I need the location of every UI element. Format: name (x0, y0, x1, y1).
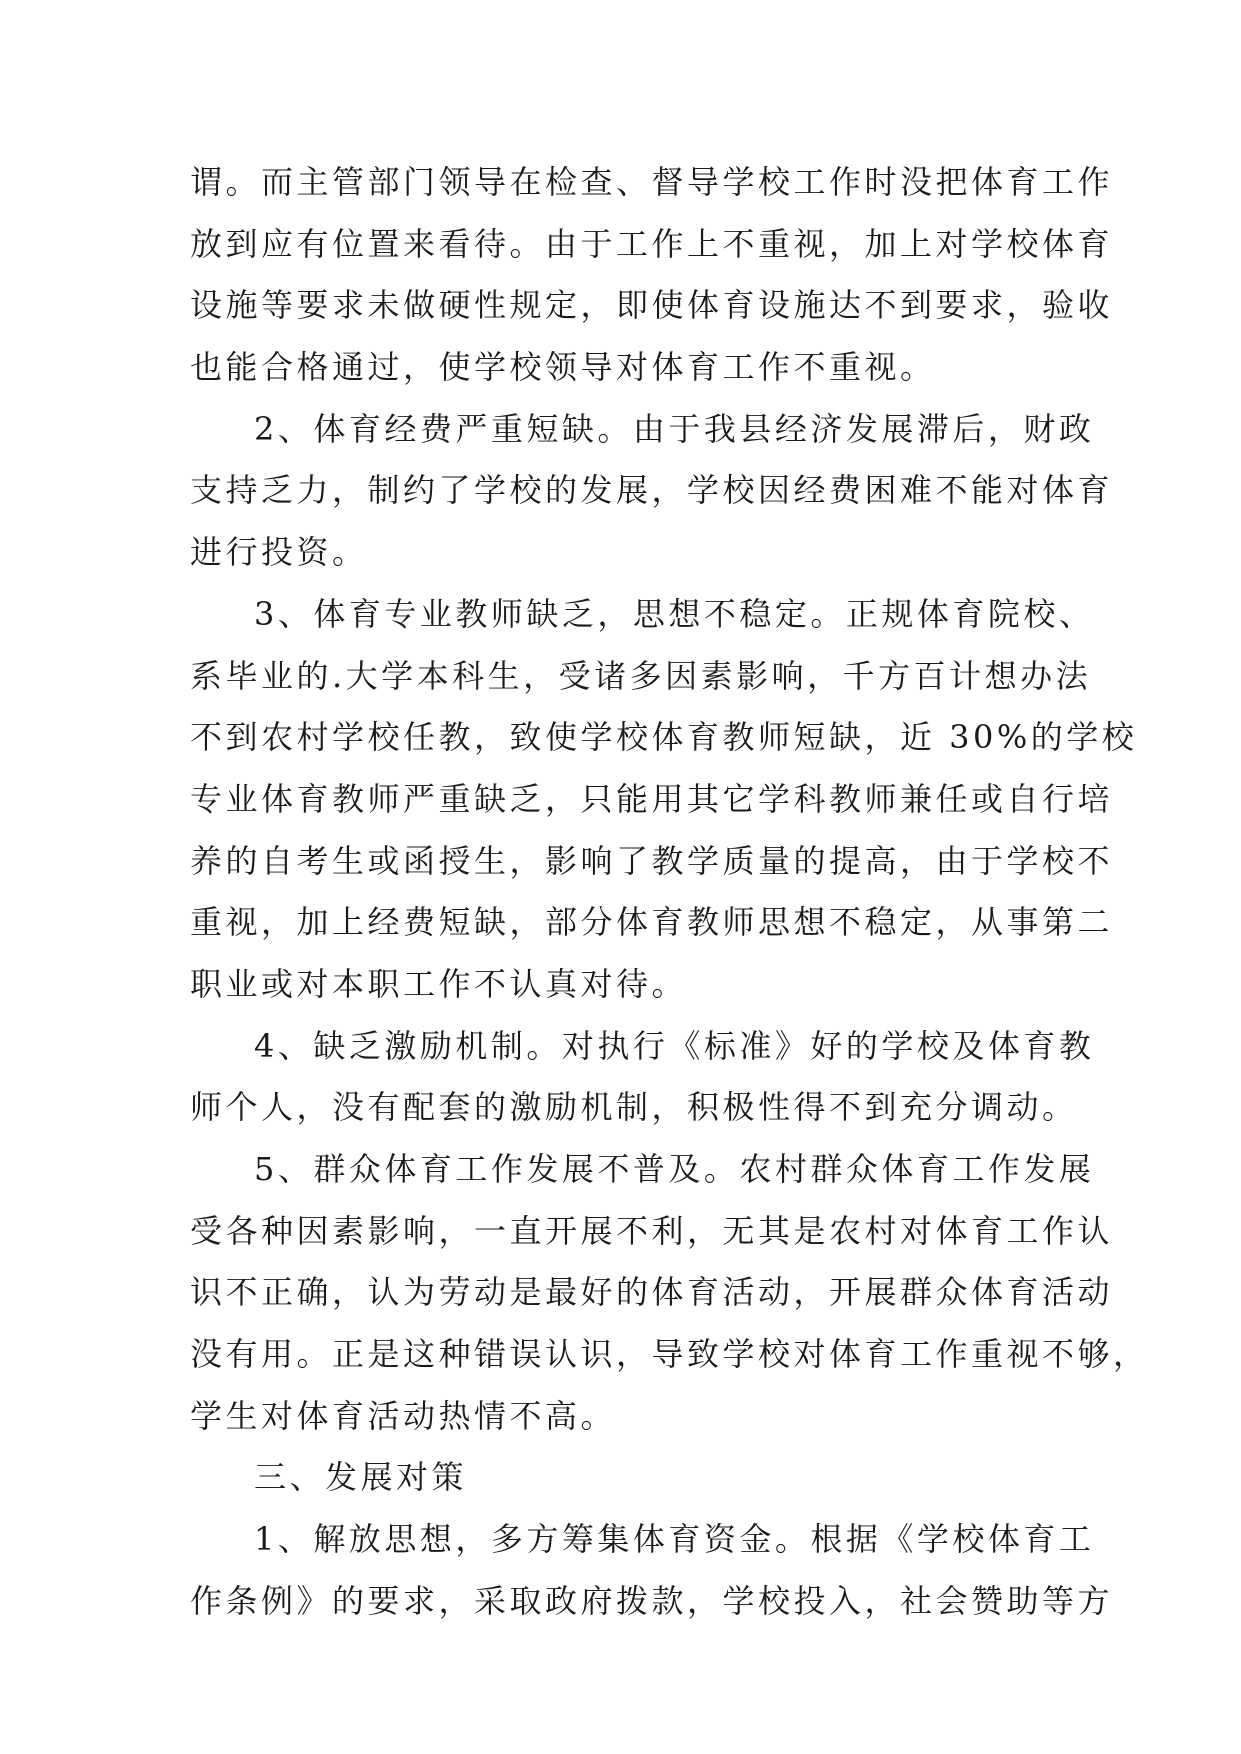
text-line: 师个人，没有配套的激励机制，积极性得不到充分调动。 (190, 1088, 1078, 1127)
text-line: 识不正确，认为劳动是最好的体育活动，开展群众体育活动 (190, 1273, 1114, 1312)
text-line: 放到应有位置来看待。由于工作上不重视，加上对学校体育 (190, 224, 1114, 263)
text-line: 学生对体育活动热情不高。 (190, 1396, 617, 1435)
text-line: 支持乏力，制约了学校的发展，学校因经费困难不能对体育 (190, 471, 1114, 510)
paragraph-start-line: 1、解放思想，多方筹集体育资金。根据《学校体育工 (254, 1520, 1095, 1559)
text-line: 谓。而主管部门领导在检查、督导学校工作时没把体育工作 (190, 163, 1114, 201)
paragraph-start-line: 4、缺乏激励机制。对执行《标准》好的学校及体育教 (254, 1026, 1095, 1065)
text-line: 不到农村学校任教，致使学校体育教师短缺，近 30%的学校 (190, 718, 1138, 757)
text-line: 专业体育教师严重缺乏，只能用其它学科教师兼任或自行培 (190, 779, 1114, 818)
document-body (190, 152, 1149, 1633)
paragraph-start-line: 2、体育经费严重短缺。由于我县经济发展滞后，财政 (254, 409, 1095, 448)
paragraph-start-line: 5、群众体育工作发展不普及。农村群众体育工作发展 (254, 1150, 1095, 1188)
paragraph-start-line: 3、体育专业教师缺乏，思想不稳定。正规体育院校、 (254, 594, 1095, 633)
text-line: 受各种因素影响，一直开展不利，无其是农村对体育工作认 (190, 1211, 1114, 1250)
text-line: 养的自考生或函授生，影响了教学质量的提高，由于学校不 (190, 841, 1114, 880)
text-line: 进行投资。 (190, 533, 368, 572)
text-line: 设施等要求未做硬性规定，即使体育设施达不到要求，验收 (190, 286, 1114, 325)
section-heading: 三、发展对策 (254, 1458, 468, 1497)
text-line: 作条例》的要求，采取政府拨款，学校投入，社会赞助等方 (190, 1581, 1114, 1620)
text-line: 没有用。正是这种错误认识，导致学校对体育工作重视不够， (190, 1335, 1149, 1374)
text-line: 系毕业的.大学本科生，受诸多因素影响，千方百计想办法 (190, 656, 1092, 695)
text-line: 也能合格通过，使学校领导对体育工作不重视。 (190, 348, 936, 387)
text-line: 重视，加上经费短缺，部分体育教师思想不稳定，从事第二 (190, 903, 1114, 942)
text-line: 职业或对本职工作不认真对待。 (190, 964, 688, 1003)
